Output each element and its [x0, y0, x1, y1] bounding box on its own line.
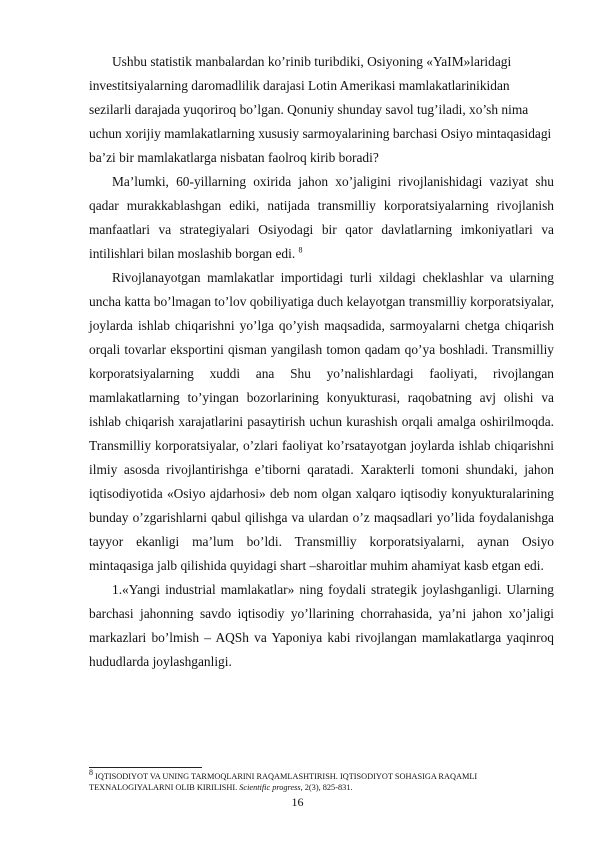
paragraph-2 — [89, 170, 554, 266]
footnote — [89, 768, 559, 793]
footnote-separator — [89, 767, 202, 768]
paragraph-4: 1.«Yangi industrial mamlakatlar» ning foydali strategik joylashganligi. Ularning barchasi jahonning savdo iqtisodiy yo’llarining chorrahasida, ya’ni jahon xo’jaligi markazlari bo’lmish – AQSh va Yaponiya kabi rivojlangan mamlakatlarga yaqinroq hududlarda joylashganligi. — [89, 582, 554, 669]
footnote-reference: 8 — [298, 245, 303, 255]
footnote-number: 8 — [89, 768, 93, 778]
footnote-source: Scientific progress — [239, 783, 301, 792]
paragraph-2-text: Ma’lumki, 60-yillarning oxirida jahon xo’jaligini rivojlanishidagi vaziyat shu qadar murakkablashgan ediki, natijada transmilliy korporatsiyalarning rivojlanish manfaatlari va strategiyalari Osiyodagi bir qator davlatlarning imkoniyatlari va intilishlari bilan moslashib borgan edi. — [89, 174, 554, 261]
footnote-text: IQTISODIYOT VA UNING TARMOQLARINI RAQAMLASHTIRISH. IQTISODIYOT SOHASIGA RAQAMLI TEXNALOGIYALARNI OLIB KIRILISHI. — [89, 772, 478, 792]
paragraph-3: Rivojlanayotgan mamlakatlar importidagi turli xildagi cheklashlar va ularning uncha katta bo’lmagan to’lov qobiliyatiga duch kelayotgan transmilliy korporatsiyalar, joylarda ishlab chiqarishni yo’lga qo’yish maqsadida, sarmoyalarni chetga chiqarish orqali tovarlar eksportini qisman yangilash tomon qadam qo’ya boshladi. Transmilliy korporatsiyalarning xuddi ana Shu yo’nalishlardagi faoliyati, rivojlangan mamlakatlarning to’yingan bozorlarining konyukturasi, raqobatning avj olishi va ishlab chiqarish xarajatlarini pasaytirish uchun kurashish orqali amalga oshirilmoqda. Transmilliy korporatsiyalar, o’zlari faoliyat ko’rsatayotgan joylarda ishlab chiqarishni ilmiy asosda rivojlantirishga e’tiborni qaratadi. Xarakterli tomoni shundaki, jahon iqtisodiyotida «Osiyo ajdarhosi» deb nom olgan xalqaro iqtisodiy konyukturalarining bunday o’zgarishlarni qabul qilishga va ulardan o’z maqsadlari yo’lida foydalanishga tayyor ekanligi ma’lum bo’ldi. Transmilliy korporatsiyalarni, aynan Osiyo mintaqasiga jalb qilishida quyidagi shart –sharoitlar muhim ahamiyat kasb etgan edi. — [89, 270, 554, 573]
paragraph-1: Ushbu statistik manbalardan ko’rinib turibdiki, Osiyoning «YaIM»laridagi investitsiyalarning daromadlilik darajasi Lotin Amerikasi mamlakatlarinikidan sezilarli darajada yuqoriroq bo’lgan. Qonuniy shunday savol tug’iladi, xo’sh nima uchun xorijiy mamlakatlarning xususiy sarmoyalarining barchasi Osiyo mintaqasidagi ba’zi bir mamlakatlarga nisbatan faolroq kirib boradi? — [89, 54, 552, 165]
footnote-citation: , 2(3), 825-831. — [300, 783, 353, 792]
page-number: 16 — [291, 795, 304, 809]
document-body — [89, 50, 554, 674]
